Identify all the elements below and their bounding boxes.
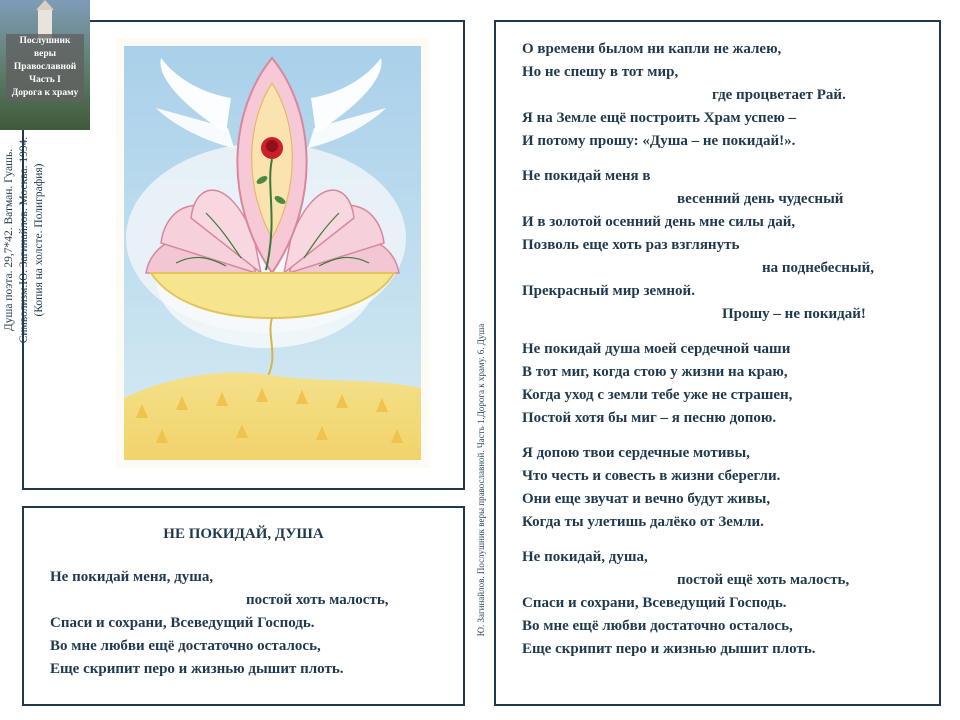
short-poem xyxy=(50,566,389,681)
caption-line: Символизм.Ю. Загинайлов. Москва. 1994. xyxy=(18,136,30,344)
poem-stanza xyxy=(522,338,874,430)
poem-line: Я допою твои сердечные мотивы, xyxy=(522,445,750,461)
cover-label-line: Православной xyxy=(13,62,77,72)
poem-stanza xyxy=(522,38,874,153)
poem-line: И в золотой осенний день мне силы дай, xyxy=(522,214,796,230)
poem-line: весенний день чудесный xyxy=(677,191,844,207)
poem-line: на поднебесный, xyxy=(762,260,875,276)
poem-line: Прекрасный мир земной. xyxy=(522,283,695,299)
poem-line: Прошу – не покидай! xyxy=(722,306,866,322)
poem-stanza xyxy=(522,442,874,534)
poem-line: Спаси и сохрани, Всеведущий Господь. xyxy=(522,595,787,611)
spine-caption: Ю. Загинайлов. Послушник веры православной. Часть 1.Дорога к храму. 6. Душа xyxy=(476,323,486,637)
caption-line: Душа поэта. 29,7*42. Ватман. Гуашь. xyxy=(3,148,15,332)
painting-caption xyxy=(2,30,92,450)
poem-line: Но не спешу в тот мир, xyxy=(522,64,679,80)
poem-line: Во мне любви ещё достаточно осталось, xyxy=(50,638,321,654)
poem-line: Я на Земле ещё построить Храм успею – xyxy=(522,110,797,126)
short-poem-panel xyxy=(22,506,465,706)
poem-line: В тот миг, когда стою у жизни на краю, xyxy=(522,364,788,380)
cover-label-line: Послушник xyxy=(19,36,71,46)
long-poem-panel xyxy=(494,20,941,706)
poem-line: Не покидай меня, душа, xyxy=(50,569,214,585)
poem-line: Не покидай меня в xyxy=(522,168,651,184)
poem-line: Еще скрипит перо и жизнью дышит плоть. xyxy=(50,661,344,677)
poem-line: Они еще звучат и вечно будут живы, xyxy=(522,491,771,507)
cover-label-line: Дорога к храму xyxy=(11,88,79,98)
poem-line: Что честь и совесть в жизни сберегли. xyxy=(522,468,781,484)
poem-line: где процветает Рай. xyxy=(712,87,846,103)
poem-line: Еще скрипит перо и жизнью дышит плоть. xyxy=(522,641,816,657)
cover-label-line: Часть I xyxy=(29,75,61,85)
poem-line: Не покидай, душа, xyxy=(522,549,648,565)
poem-title: НЕ ПОКИДАЙ, ДУША xyxy=(163,526,324,542)
poem-line: Постой хотя бы миг – я песню допою. xyxy=(522,410,777,426)
poem-line: Во мне ещё любви достаточно осталось, xyxy=(522,618,793,634)
poem-line: Когда уход с земли тебе уже не страшен, xyxy=(522,387,793,403)
cover-label-line: веры xyxy=(33,49,57,59)
poem-line: Когда ты улетишь далёко от Земли. xyxy=(522,514,764,530)
poem-line: постой ещё хоть малость, xyxy=(677,572,850,588)
long-poem xyxy=(522,38,874,673)
poem-line: постой хоть малость, xyxy=(246,592,389,608)
soul-painting xyxy=(116,38,429,468)
caption-line: (Копия на холсте. Полиграфия) xyxy=(33,163,45,317)
poem-line: О времени былом ни капли не жалею, xyxy=(522,41,782,57)
poem-line: Позволь еще хоть раз взглянуть xyxy=(522,237,740,253)
poem-line: Спаси и сохрани, Всеведущий Господь. xyxy=(50,615,315,631)
poem-stanza xyxy=(522,165,874,326)
poem-stanza xyxy=(522,546,874,661)
poem-line: Не покидай душа моей сердечной чаши xyxy=(522,341,791,357)
poem-line: И потому прошу: «Душа – не покидай!». xyxy=(522,133,796,149)
